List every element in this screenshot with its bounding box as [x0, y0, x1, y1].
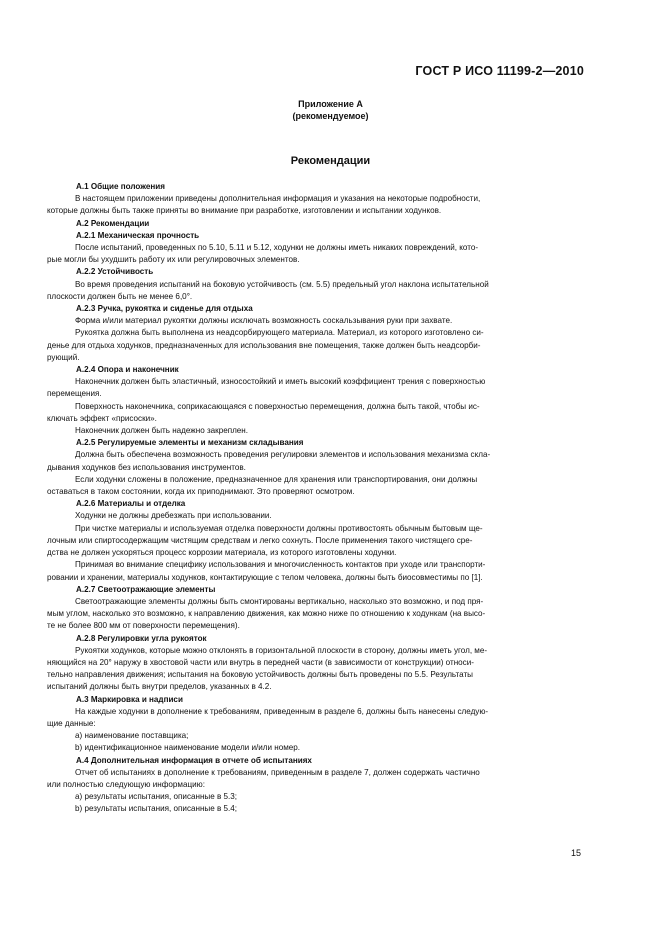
paragraph: [47, 449, 583, 473]
paragraph-line: После испытаний, проведенных по 5.10, 5.11 и 5.12, ходунки не должны иметь никаких повреждений, кото-: [75, 243, 479, 253]
section-heading: А.3 Маркировка и надписи: [76, 694, 183, 704]
paragraph: [75, 510, 583, 522]
paragraph: [47, 193, 583, 217]
annex-title: Приложение А: [298, 99, 363, 109]
paragraph: [47, 401, 583, 425]
paragraph-line: На каждые ходунки в дополнение к требованиям, приведенным в разделе 6, должны быть нанесены следую-: [75, 706, 489, 716]
paragraph-line: перемещения.: [47, 389, 102, 399]
paragraph-line: те не более 800 мм от поверхности перемещения).: [47, 621, 240, 631]
list-item: b) результаты испытания, описанные в 5.4;: [75, 804, 238, 814]
paragraph: [75, 315, 583, 327]
paragraph-line: денье для отдыха ходунков, предназначенных для использования вне помещения, также должен быть неадсорби-: [47, 340, 481, 350]
paragraph: [75, 425, 583, 437]
paragraph-line: дства не должен ускоряться процесс коррозии материала, из которого изготовлены ходунки.: [47, 548, 397, 558]
paragraph-line: рые могли бы ухудшить работу их или регулировочных элементов.: [47, 255, 300, 265]
paragraph-line: плоскости должен быть не менее 6,0°.: [47, 291, 193, 301]
paragraph-line: Наконечник должен быть надежно закреплен.: [75, 426, 249, 436]
page-number: 15: [570, 848, 581, 858]
paragraph: [47, 376, 583, 400]
paragraph-line: При чистке материалы и используемая отделка поверхности должны противостоять обычным бытовым ще-: [75, 523, 483, 533]
paragraph-line: Во время проведения испытаний на боковую устойчивость (см. 5.5) предельный угол наклона испытательной: [75, 279, 489, 289]
section-heading: А.2.3 Ручка, рукоятка и сиденье для отдыха: [76, 304, 253, 314]
section-heading: А.4 Дополнительная информация в отчете об испытаниях: [76, 755, 312, 765]
paragraph-line: Рукоятка должна быть выполнена из неадсорбирующего материала. Материал, из которого изготовлено си-: [75, 328, 484, 338]
paragraph: [47, 523, 583, 560]
paragraph-line: щие данные:: [47, 718, 96, 728]
paragraph-line: Поверхность наконечника, соприкасающаяся с поверхностью перемещения, должна быть такой, чтобы ис-: [75, 401, 480, 411]
section-heading: А.2.2 Устойчивость: [76, 267, 154, 277]
section-heading: А.1 Общие положения: [76, 182, 165, 191]
section-heading: А.2.1 Механическая прочность: [76, 230, 200, 240]
paragraph-line: Наконечник должен быть эластичный, износостойкий и иметь высокий коэффициент трения с поверхностью: [75, 377, 486, 387]
paragraph-line: Ходунки не должны дребезжать при использовании.: [75, 511, 272, 521]
section-heading: А.2.4 Опора и наконечник: [76, 365, 179, 375]
paragraph: [47, 767, 583, 791]
paragraph: [47, 559, 583, 583]
paragraph: [47, 242, 583, 266]
paragraph-line: дывания ходунков без использования инструментов.: [47, 462, 246, 472]
paragraph-line: Рукоятки ходунков, которые можно отклонять в горизонтальной плоскости в сторону, должны иметь угол, ме-: [75, 645, 488, 655]
standard-designation: ГОСТ Р ИСО 11199-2—2010: [415, 64, 584, 78]
annex-status: (рекомендуемое): [292, 111, 369, 121]
paragraph-line: ключать эффект «присоски».: [47, 413, 157, 423]
section-heading: А.2 Рекомендации: [76, 218, 150, 228]
section-heading: А.2.7 Светоотражающие элементы: [76, 584, 216, 594]
paragraph-line: Должна быть обеспечена возможность проведения регулировки элементов и использования механизма скла-: [75, 450, 491, 460]
paragraph-line: Светоотражающие элементы должны быть смонтированы вертикально, насколько это возможно, и под пря-: [75, 596, 484, 606]
paragraph-line: мым углом, насколько это возможно, к направлению движения, как можно ниже по отношению к ходункам (на высо-: [47, 609, 486, 619]
paragraph: [47, 327, 583, 364]
paragraph-line: ровании и хранении, материалы ходунков, контактирующие с телом человека, должны быть биосовместимы по [1].: [47, 572, 483, 582]
paragraph: [47, 474, 583, 498]
paragraph-line: В настоящем приложении приведены дополнительная информация и указания на некоторые подробности,: [75, 194, 481, 204]
paragraph-line: которые должны быть также приняты во внимание при разработке, изготовлении и испытании ходунков.: [47, 206, 442, 216]
paragraph-line: Отчет об испытаниях в дополнение к требованиям, приведенным в разделе 7, должен содержать частично: [75, 767, 480, 777]
page-title: Рекомендации: [290, 155, 371, 167]
paragraph-line: няющийся на 20° наружу в хвостовой части или внутрь в передней части (в зависимости от конструкции) относи-: [47, 657, 474, 667]
annex-heading: [0, 98, 661, 122]
paragraph-line: Если ходунки сложены в положение, предназначенное для хранения или транспортирования, они должны: [75, 474, 478, 484]
paragraph-line: испытаний должны быть внутри пределов, указанных в 4.2.: [47, 682, 272, 692]
paragraph-line: или полностью следующую информацию:: [47, 779, 205, 789]
paragraph: [47, 706, 583, 730]
paragraph-line: рующий.: [47, 352, 80, 362]
list-item: b) идентификационное наименование модели и/или номер.: [75, 743, 301, 753]
section-heading: А.2.8 Регулировки угла рукояток: [76, 633, 207, 643]
paragraph-line: лочным или спиртосодержащим чистящим средствам и легко сохнуть. После применения такого чистящего сре-: [47, 535, 473, 545]
paragraph: [47, 645, 583, 694]
paragraph-line: Форма и/или материал рукоятки должны исключать возможность соскальзывания руки при захвате.: [75, 316, 453, 326]
section-heading: А.2.6 Материалы и отделка: [76, 499, 186, 509]
paragraph-line: оставаться в таком состоянии, когда их приподнимают. Это проверяют осмотром.: [47, 487, 355, 497]
paragraph-line: тельно направления движения; испытания на боковую устойчивость должны быть проведены по 5.5. Результаты: [47, 670, 473, 680]
paragraph: [47, 596, 583, 633]
paragraph: [47, 279, 583, 303]
list-item: a) результаты испытания, описанные в 5.3;: [75, 792, 238, 802]
section-heading: А.2.5 Регулируемые элементы и механизм складывания: [76, 438, 304, 448]
paragraph-line: Принимая во внимание специфику использования и многочисленность контактов при уходе или транспорти-: [75, 560, 486, 570]
document-body: [47, 181, 583, 816]
list-item: a) наименование поставщика;: [75, 731, 189, 741]
